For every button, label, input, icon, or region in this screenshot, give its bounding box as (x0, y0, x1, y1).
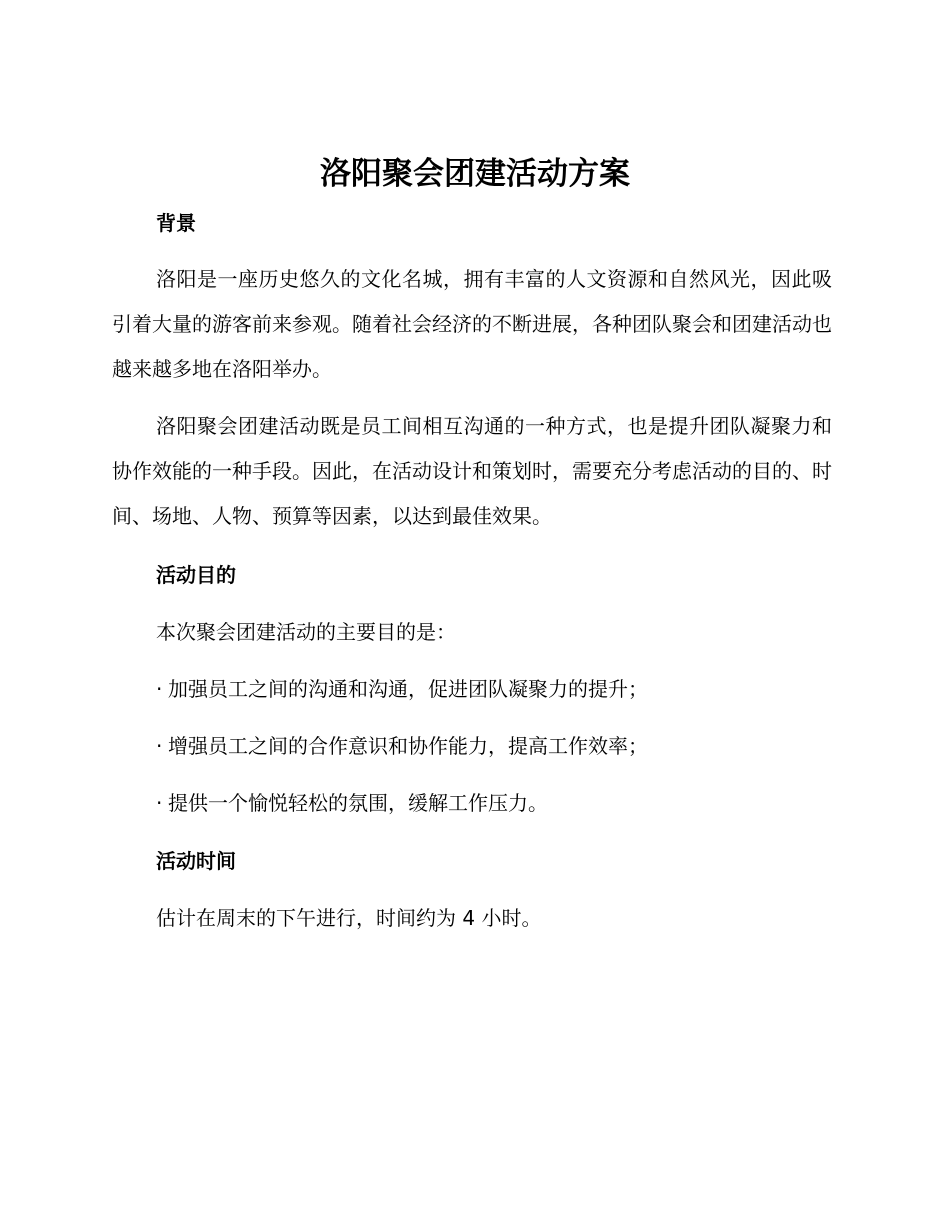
section-heading-background: 背景 (156, 211, 196, 235)
purpose-bullet-item (156, 674, 648, 704)
time-text: 估计在周末的下午进行，时间约为 4 小时。 (156, 906, 542, 930)
bullet-text: 增强员工之间的合作意识和协作能力，提高工作效率； (168, 734, 648, 758)
bullet-marker: · (156, 677, 163, 701)
section-heading-time: 活动时间 (156, 849, 236, 873)
purpose-intro: 本次聚会团建活动的主要目的是： (156, 620, 456, 644)
bullet-text: 提供一个愉悦轻松的氛围，缓解工作压力。 (168, 791, 548, 815)
background-paragraph-1: 洛阳是一座历史悠久的文化名城，拥有丰富的人文资源和自然风光，因此吸引着大量的游客前来参观。随着社会经济的不断进展，各种团队聚会和团建活动也越来越多地在洛阳举办。 (112, 267, 832, 381)
bullet-marker: · (156, 791, 163, 815)
bullet-marker: · (156, 734, 163, 758)
section-heading-purpose: 活动目的 (156, 563, 236, 587)
purpose-bullet-item (156, 788, 548, 818)
document-title: 洛阳聚会团建活动方案 (320, 156, 630, 192)
bullet-text: 加强员工之间的沟通和沟通，促进团队凝聚力的提升； (168, 677, 648, 701)
purpose-bullet-item (156, 731, 648, 761)
background-paragraph-2: 洛阳聚会团建活动既是员工间相互沟通的一种方式，也是提升团队凝聚力和协作效能的一种手段。因此，在活动设计和策划时，需要充分考虑活动的目的、时间、场地、人物、预算等因素，以达到最佳效果。 (112, 414, 832, 528)
